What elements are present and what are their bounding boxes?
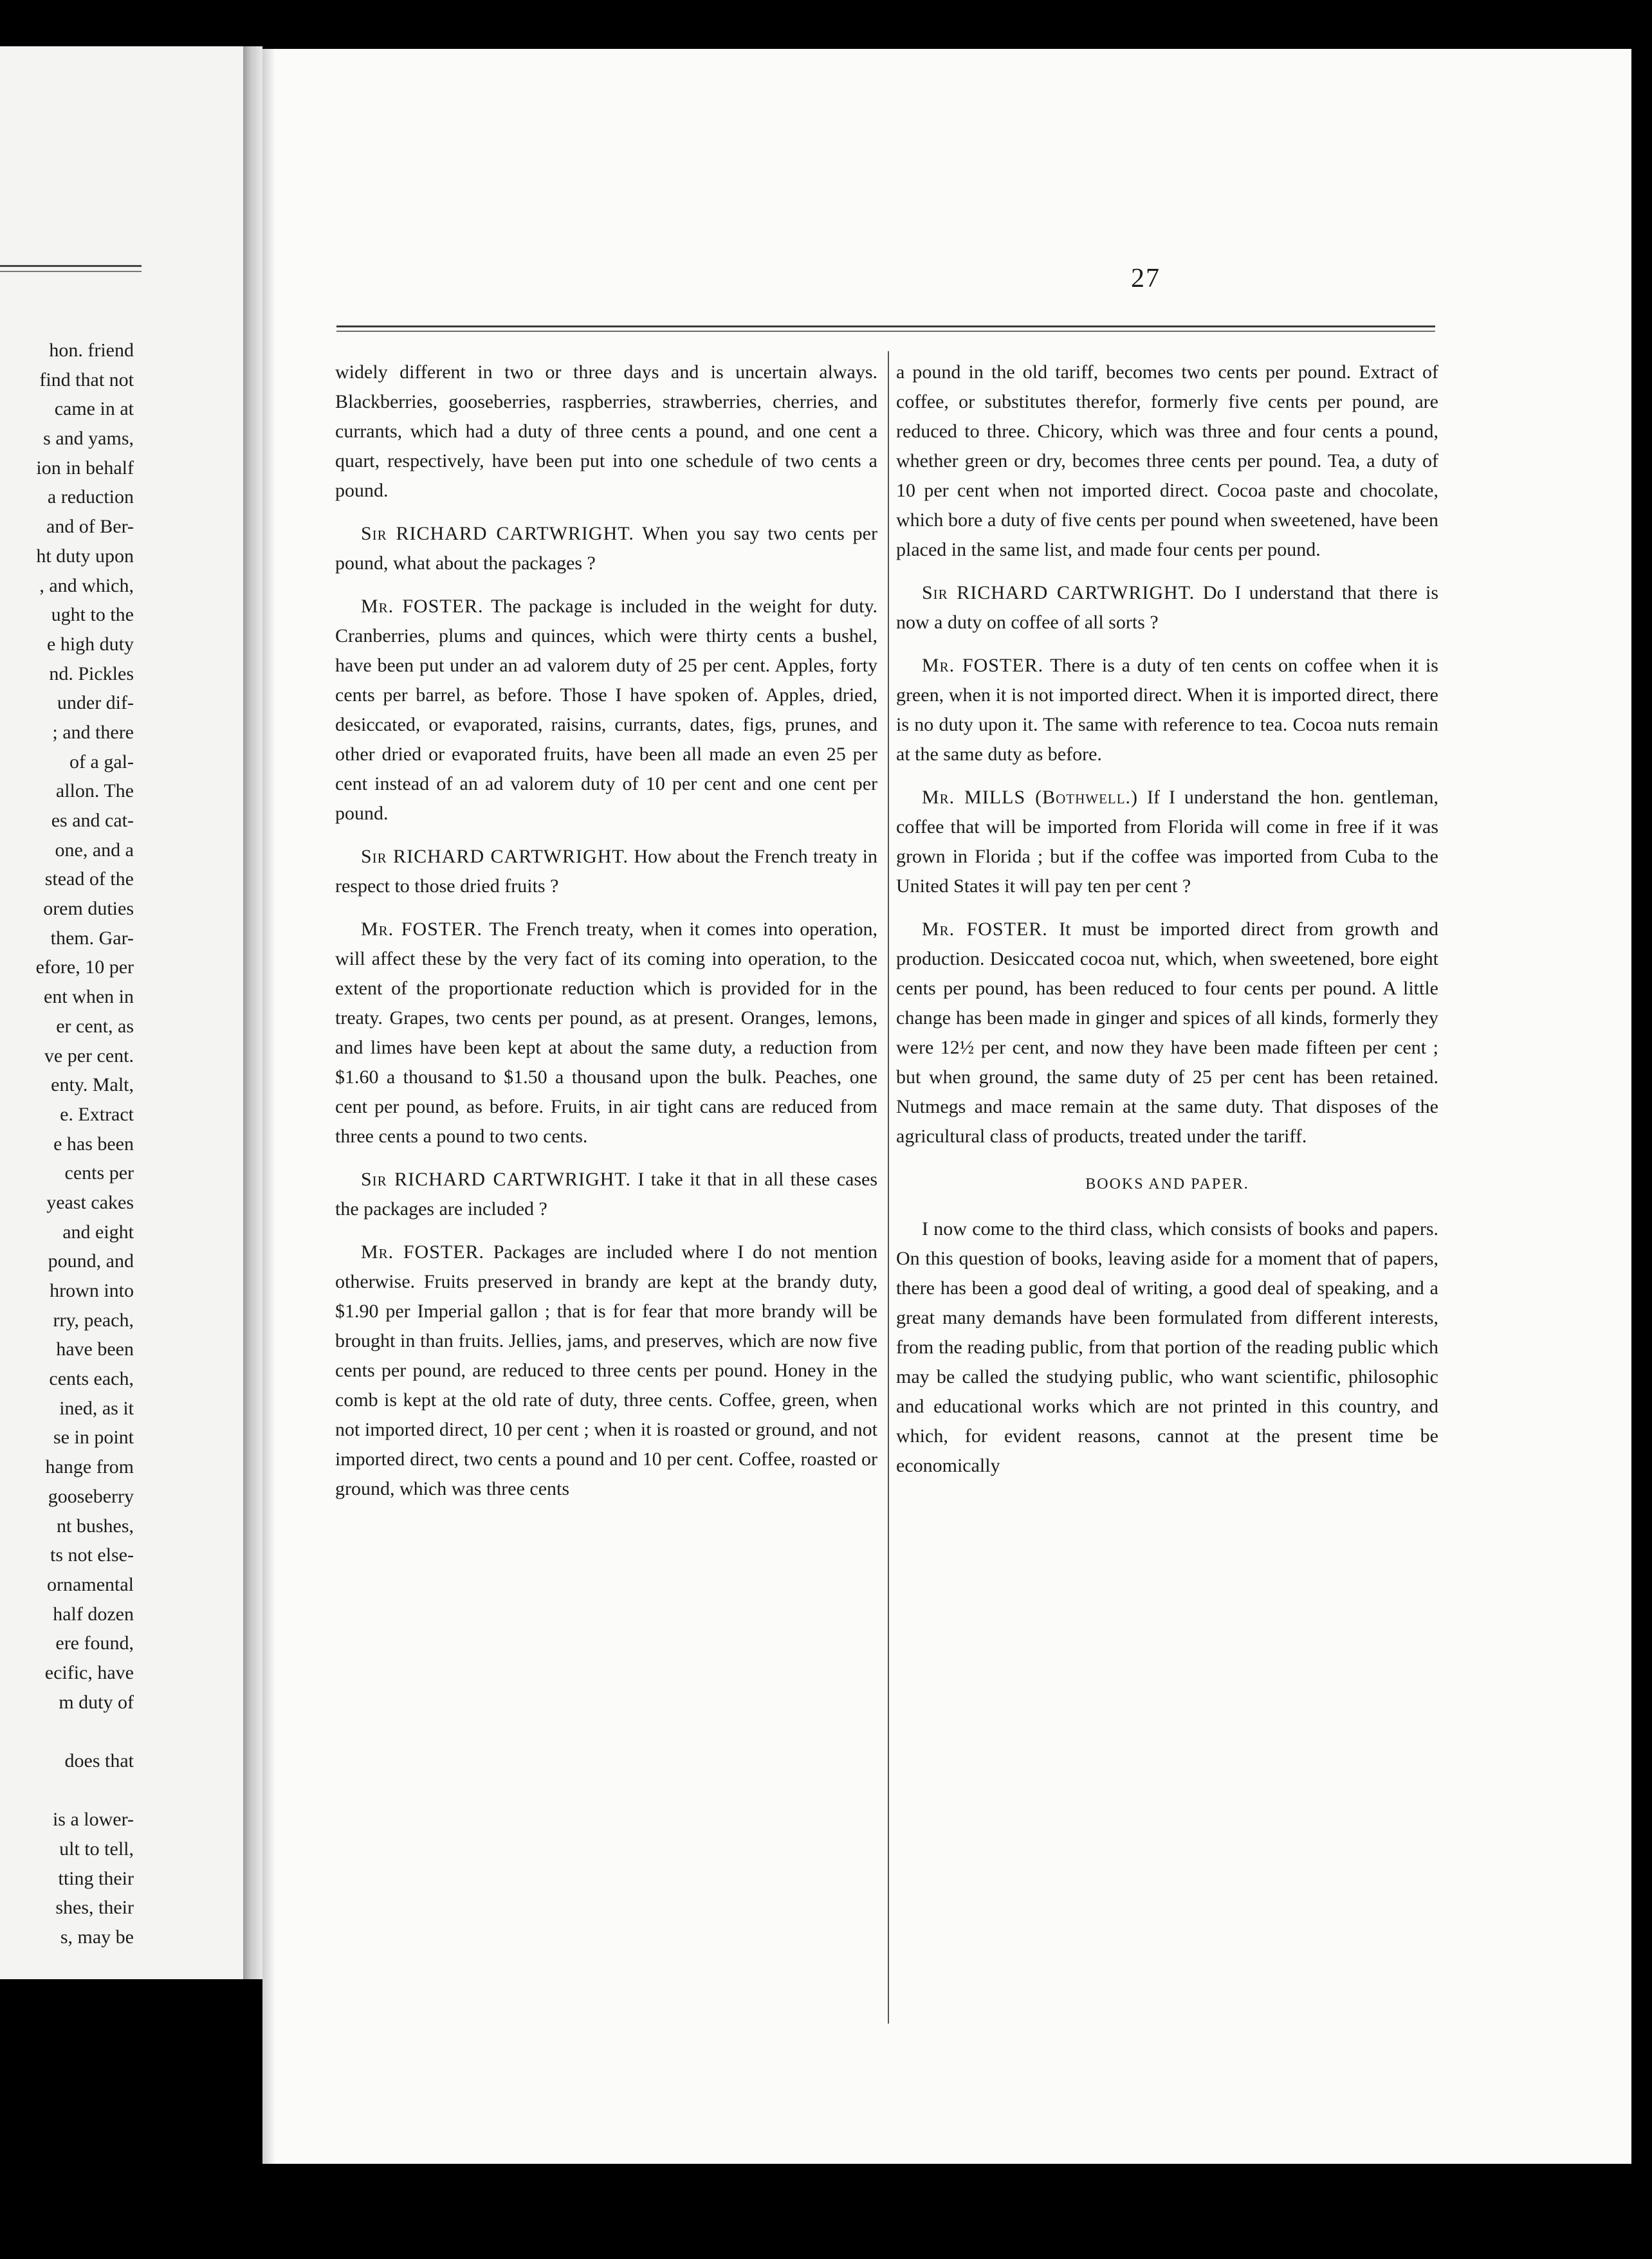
paragraph (335, 915, 877, 1151)
facing-page-line: under dif- (57, 692, 134, 714)
paragraph (335, 358, 877, 506)
facing-page-line: have been (56, 1339, 134, 1360)
paragraph-text: It must be imported direct from growth and production. Desiccated cocoa nut, which, when sweetened, bore eight cents per pound, has been reduced to four cents per pound. A little change has been made in ginger and spices of all kinds, formerly they were 12½ per cent, and now they have been made fifteen per cent ; but when ground, the same duty of 25 per cent has been retained. Nutmegs and mace remain at the same duty. That disposes of the agricultural class of products, treated under the tariff. (896, 919, 1439, 1147)
paragraph (335, 592, 877, 828)
facing-page-fragment (0, 46, 243, 1979)
facing-page-line: them. Gar- (50, 927, 134, 949)
speaker-name: Sir RICHARD CARTWRIGHT. (922, 582, 1195, 603)
facing-page-line: orem duties (43, 898, 134, 920)
paragraph (896, 578, 1438, 637)
facing-page-line: gooseberry (48, 1485, 134, 1507)
facing-page-line: tting their (58, 1867, 134, 1889)
page (262, 49, 1631, 2164)
facing-page-line: does that (64, 1750, 134, 1771)
paragraph: I now come to the third class, which consists of books and papers. On this question of books, leaving aside for a moment that of papers, there has been a good deal of writing, a good deal of speaking, and a great many demands have been formulated from different interests, from the reading public, from that portion of the reading public which may be called the studying public, who want scientific, philosophic and educational works which are not printed in this country, and which, for evident reasons, cannot at the present time be economically (896, 1218, 1438, 1476)
facing-page-line: ion in behalf (36, 457, 134, 479)
speaker-name: Mr. FOSTER. (922, 655, 1044, 676)
paragraph-text: Packages are included where I do not mention otherwise. Fruits preserved in brandy are kept at the brandy duty, $1.90 per Imperial gallon ; that is for fear that more brandy will be brought in than fruits. Jellies, jams, and preserves, which are now five cents per pound, are reduced to three cents per pound. Honey in the comb is kept at the old rate of duty, three cents. Coffee, green, when not imported direct, 10 per cent ; when it is roasted or ground, and not imported direct, two cents a pound and 10 per cent. Coffee, roasted or ground, which was three cents (335, 1241, 877, 1499)
facing-page-line (5, 1717, 134, 1746)
paragraph (896, 651, 1438, 769)
facing-page-line: shes, their (55, 1897, 134, 1919)
facing-page-line: allon. The (55, 780, 134, 802)
paragraph (896, 915, 1438, 1151)
speaker-name: Mr. FOSTER. (922, 919, 1048, 940)
facing-page-line: yeast cakes (46, 1191, 134, 1213)
speaker-name: Sir RICHARD CARTWRIGHT. (361, 846, 629, 867)
facing-page-line: hrown into (50, 1280, 134, 1301)
facing-page-line: ught to the (51, 604, 134, 626)
paragraph (896, 358, 1438, 565)
facing-page-line: one, and a (55, 839, 134, 861)
speaker-name: Mr. FOSTER. (361, 1241, 485, 1263)
facing-page-line: efore, 10 per (35, 956, 134, 978)
paragraph (896, 783, 1438, 901)
page-edge-shadow (262, 49, 275, 2164)
facing-page-line: find that not (39, 369, 134, 390)
facing-page-line: ult to tell, (59, 1838, 134, 1860)
facing-page-line: half dozen (53, 1603, 134, 1625)
facing-page-line: se in point (53, 1427, 134, 1449)
facing-page-line: ornamental (47, 1573, 134, 1595)
column-right-paragraphs (896, 358, 1438, 1151)
book-gutter (243, 46, 262, 1979)
facing-page-line: s and yams, (43, 428, 134, 450)
speaker-name: Mr. FOSTER. (361, 919, 482, 940)
facing-page-line: , and which, (39, 574, 134, 596)
header-rule (336, 325, 1435, 332)
facing-page-line: nt bushes, (57, 1515, 134, 1537)
paragraph-text: The package is included in the weight for duty. Cranberries, plums and quinces, which were thirty cents a bushel, have been put under an ad valorem duty of 25 per cent. Apples, forty cents per barrel, as before. Those I have spoken of. Apples, dried, desiccated, or evaporated, raisins, currants, dates, figs, prunes, and other dried or evaporated fruits, have been all made an even 25 per cent instead of an ad valorem duty of 10 per cent and one cent per pound. (335, 596, 877, 824)
speaker-name: Mr. FOSTER. (361, 596, 484, 617)
facing-page-line: ecific, have (44, 1661, 134, 1683)
facing-page-line: es and cat- (51, 810, 134, 831)
facing-page-line: pound, and (48, 1250, 134, 1272)
facing-page-line: ve per cent. (44, 1045, 134, 1066)
facing-page-line: came in at (54, 398, 134, 420)
facing-page-line (5, 1776, 134, 1806)
paragraph-text: When you say two cents per pound, what about the packages ? (335, 523, 877, 574)
facing-page-line: of a gal- (69, 751, 134, 773)
paragraph (335, 519, 877, 578)
speaker-name: Sir RICHARD CARTWRIGHT. (361, 1169, 631, 1190)
facing-page-line: ht duty upon (36, 545, 134, 567)
facing-page-line: hange from (45, 1456, 134, 1478)
paragraph-text: There is a duty of ten cents on coffee when it is green, when it is not imported direct. When it is imported direct, there is no duty upon it. The same with reference to tea. Cocoa nuts remain at the same duty as before. (896, 655, 1438, 765)
facing-page-line: is a lower- (52, 1809, 134, 1831)
paragraph-text: a pound in the old tariff, becomes two cents per pound. Extract of coffee, or substitutes therefor, formerly five cents per pound, are reduced to three. Chicory, which was three and four cents a pound, whether green or dry, becomes three cents per pound. Tea, a duty of 10 per cent when not imported direct. Cocoa paste and chocolate, which bore a duty of five cents per pound when sweetened, have been placed in the same list, and made four cents per pound. (896, 361, 1438, 560)
facing-page-line: and of Ber- (46, 516, 134, 538)
facing-page-text (5, 336, 134, 1952)
speaker-name: Sir RICHARD CARTWRIGHT. (361, 523, 634, 544)
facing-page-rule (0, 265, 142, 272)
facing-page-line: stead of the (44, 868, 134, 890)
column-right (896, 358, 1438, 1494)
facing-page-line: cents per (64, 1162, 134, 1184)
column-left (335, 358, 877, 1517)
paragraph (335, 1238, 877, 1504)
facing-page-line: e. Extract (60, 1103, 134, 1125)
facing-page-line: ent when in (44, 986, 134, 1008)
facing-page-line: nd. Pickles (49, 663, 134, 684)
paragraph-text: How about the French treaty in respect to those dried fruits ? (335, 846, 878, 897)
facing-page-line: cents each, (49, 1368, 134, 1390)
facing-page-line: enty. Malt, (51, 1074, 134, 1096)
facing-page-line: ere found, (55, 1633, 134, 1654)
facing-page-line: s, may be (60, 1926, 134, 1948)
column-divider (888, 351, 889, 2024)
facing-page-line: e has been (53, 1133, 134, 1155)
paragraph (335, 1165, 877, 1224)
section-heading: BOOKS AND PAPER. (1085, 1176, 1249, 1193)
paragraph-text: The French treaty, when it comes into operation, will affect these by the very fact of its coming into operation, to the extent of the proportionate reduction which is provided for in the treaty. Grapes, two cents per pound, as at present. Oranges, lemons, and limes have been kept at about the same duty, a reduction from $1.60 a thousand to $1.50 a thousand upon the bulk. Peaches, one cent per pound, as before. Fruits, in air tight cans are reduced from three cents a pound to two cents. (335, 919, 877, 1147)
facing-page-line: rry, peach, (53, 1309, 134, 1331)
speaker-name: Mr. MILLS (Bothwell.) (922, 787, 1139, 808)
paragraph-text: widely different in two or three days and is uncertain always. Blackberries, gooseberries, raspberries, strawberries, cherries, and currants, which had a duty of three cents a pound, and one cent a quart, respectively, have been put into one schedule of two cents a pound. (335, 361, 877, 501)
facing-page-line: hon. friend (49, 340, 134, 361)
paragraph-text: If I understand the hon. gentleman, coffee that will be imported from Florida will come in free if it was grown in Florida ; but if the coffee was imported from Cuba to the United States it will pay ten per cent ? (896, 787, 1439, 897)
facing-page-line: ts not else- (50, 1544, 134, 1566)
page-number: 27 (1131, 264, 1161, 293)
facing-page-line: m duty of (59, 1691, 134, 1713)
facing-page-line: ; and there (52, 721, 134, 743)
facing-page-line: ined, as it (59, 1397, 134, 1419)
paragraph-text: Do I understand that there is now a duty on coffee of all sorts ? (896, 582, 1438, 633)
facing-page-line: a reduction (47, 486, 134, 508)
facing-page-line: and eight (62, 1221, 134, 1243)
facing-page-line: er cent, as (56, 1015, 134, 1037)
facing-page-line: e high duty (47, 633, 134, 655)
paragraph (335, 842, 877, 901)
paragraph-text: I take it that in all these cases the packages are included ? (335, 1169, 878, 1220)
